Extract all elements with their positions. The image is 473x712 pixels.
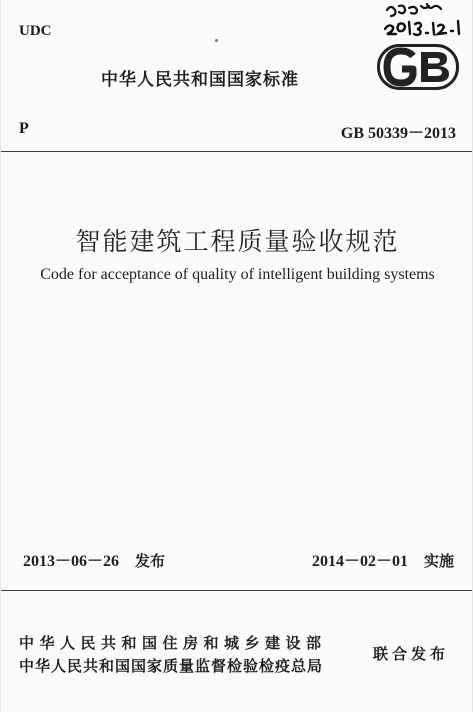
title-english: Code for acceptance of quality of intelligent building systems xyxy=(40,266,435,283)
handwritten-signature xyxy=(381,2,471,38)
gb-logo-icon xyxy=(377,44,459,90)
print-speck xyxy=(215,39,218,42)
joint-issue-label: 联合发布 xyxy=(373,645,450,663)
issue-label: 发布 xyxy=(135,552,166,570)
issue-date: 2013－06－26 xyxy=(23,553,120,570)
top-divider xyxy=(1,151,472,152)
udc-label: UDC xyxy=(19,23,52,39)
issuer-ministry: 中华人民共和国住房和城乡建设部 xyxy=(19,634,327,652)
implementation-date-line xyxy=(312,548,454,571)
standard-number: GB 50339－2013 xyxy=(340,125,456,142)
issuer-aqsiq: 中华人民共和国国家质量监督检验检疫总局 xyxy=(19,657,324,675)
issue-date-line xyxy=(23,548,165,571)
category-letter: P xyxy=(19,120,29,137)
standard-type: 中华人民共和国国家标准 xyxy=(101,70,299,90)
implementation-label: 实施 xyxy=(423,552,454,570)
implementation-date: 2014－02－01 xyxy=(311,553,408,570)
title-chinese: 智能建筑工程质量验收规范 xyxy=(75,227,400,256)
bottom-divider xyxy=(1,590,472,591)
